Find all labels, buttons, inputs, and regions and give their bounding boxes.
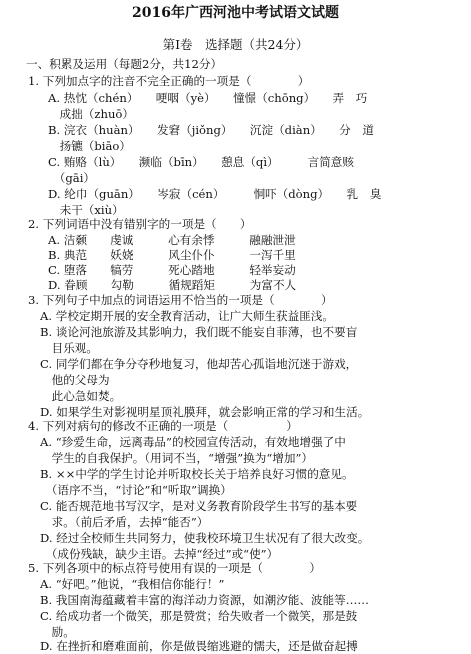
question-3-option-c-cont2: 此心急如焚。 [40,389,122,403]
question-2-option-b: B. 典范 妖娆 风尘仆仆 一泻千里 [48,248,296,262]
question-1-option-d-cont: 未干（xiù） [48,203,124,217]
question-5-option-c-cont: 励。 [40,625,75,639]
question-1-option-b: B. 浣衣（huàn） 发窘（jiǒng） 沉淀（diàn） 分 道 [48,123,374,137]
question-3-option-b: B. 谈论河池旅游及其影响力，我们既不能妄自菲薄，也不要盲 [40,325,358,339]
question-3-option-a: A. 学校定期开展的安全教育活动，让广大师生获益匪浅。 [40,309,334,323]
question-5-option-d: D. 在挫折和磨难面前，你是做畏缩逃避的懦夫，还是做奋起搏 [40,639,358,653]
question-4-option-a-cont: 学生的自我保护。（用词不当，“增强”换为“增加”） [40,451,313,465]
question-4-option-b: B. ××中学的学生讨论并听取校长关于培养良好习惯的意见。 [40,467,354,481]
question-4-stem: 4. 下列对病句的修改不正确的一项是（ ） [28,419,298,433]
question-5-stem: 5. 下列各项中的标点符号使用有误的一项是（ ） [28,561,321,575]
question-4-option-c-cont: 求。（前后矛盾，去掉“能否”） [40,515,209,529]
question-1-option-a-cont: 成拙（zhuō） [48,107,134,121]
question-4-option-b-cont: （语序不当，“讨论”和“听取”调换） [40,483,232,497]
question-4-option-d-cont: （成份残缺，缺少主语。去掉“经过”或“使”） [40,547,279,561]
question-2-option-d: D. 眷顾 勾勒 循规蹈矩 为富不人 [48,278,297,292]
question-3-stem: 3. 下列句子中加点的词语运用不恰当的一项是（ ） [28,293,333,307]
question-5-option-b: B. 我国南海蕴藏着丰富的海洋动力资源，如潮汐能、波能等…… [40,593,369,607]
question-1-option-a: A. 热忱（chén） 哽咽（yè） 憧憬（chōng） 弄 巧 [48,91,368,105]
question-3-option-d: D. 如果学生对影视明星顶礼膜拜，就会影响正常的学习和生活。 [40,405,370,419]
section-heading: 一、积累及运用（每题2分，共12分） [26,57,223,71]
question-5-option-a: A. “好吧。”他说，“我相信你能行！” [40,577,225,591]
question-2-option-c: C. 堕落 犒劳 死心踏地 轻举妄动 [48,263,296,277]
question-1-stem: 1. 下列加点字的注音不完全正确的一项是（ ） [28,74,310,88]
question-1-option-b-cont: 扬镳（biāo） [48,139,131,153]
question-1-option-c-cont: （gāi） [48,171,96,185]
question-1-option-d: D. 纶巾（guān） 岑寂（cén） 恫吓（dòng） 乳 臭 [48,187,382,201]
question-4-option-d: D. 经过全校师生共同努力，使我校环境卫生状况有了很大改变。 [40,531,370,545]
question-5-option-c: C. 给成功者一个微笑，那是赞赏；给失败者一个微笑，那是鼓 [40,609,358,623]
question-1-option-c: C. 贿赂（lù） 濒临（bīn） 憩息（qì） 言简意赅 [48,155,354,169]
question-2-stem: 2. 下列词语中没有错别字的一项是（ ） [28,217,252,231]
question-2-option-a: A. 洁颡 虔诚 心有余悸 融融泄泄 [48,233,296,247]
question-4-option-a: A. “珍爱生命，远离毒品”的校园宣传活动，有效地增强了中 [40,435,346,449]
question-3-option-c: C. 同学们都在争分夺秒地复习，他却苦心孤诣地沉迷于游戏， [40,357,358,371]
section-title: 第Ⅰ卷 选择题（共24分） [162,37,309,52]
question-3-option-b-cont: 目乐观。 [40,341,98,355]
question-3-option-c-cont: 他的父母为 [40,373,110,387]
question-4-option-c: C. 能否规范地书写汉字，是对义务教育阶段学生书写的基本要 [40,499,358,513]
page-title: 2016年广西河池中考试语文试题 [132,5,339,21]
